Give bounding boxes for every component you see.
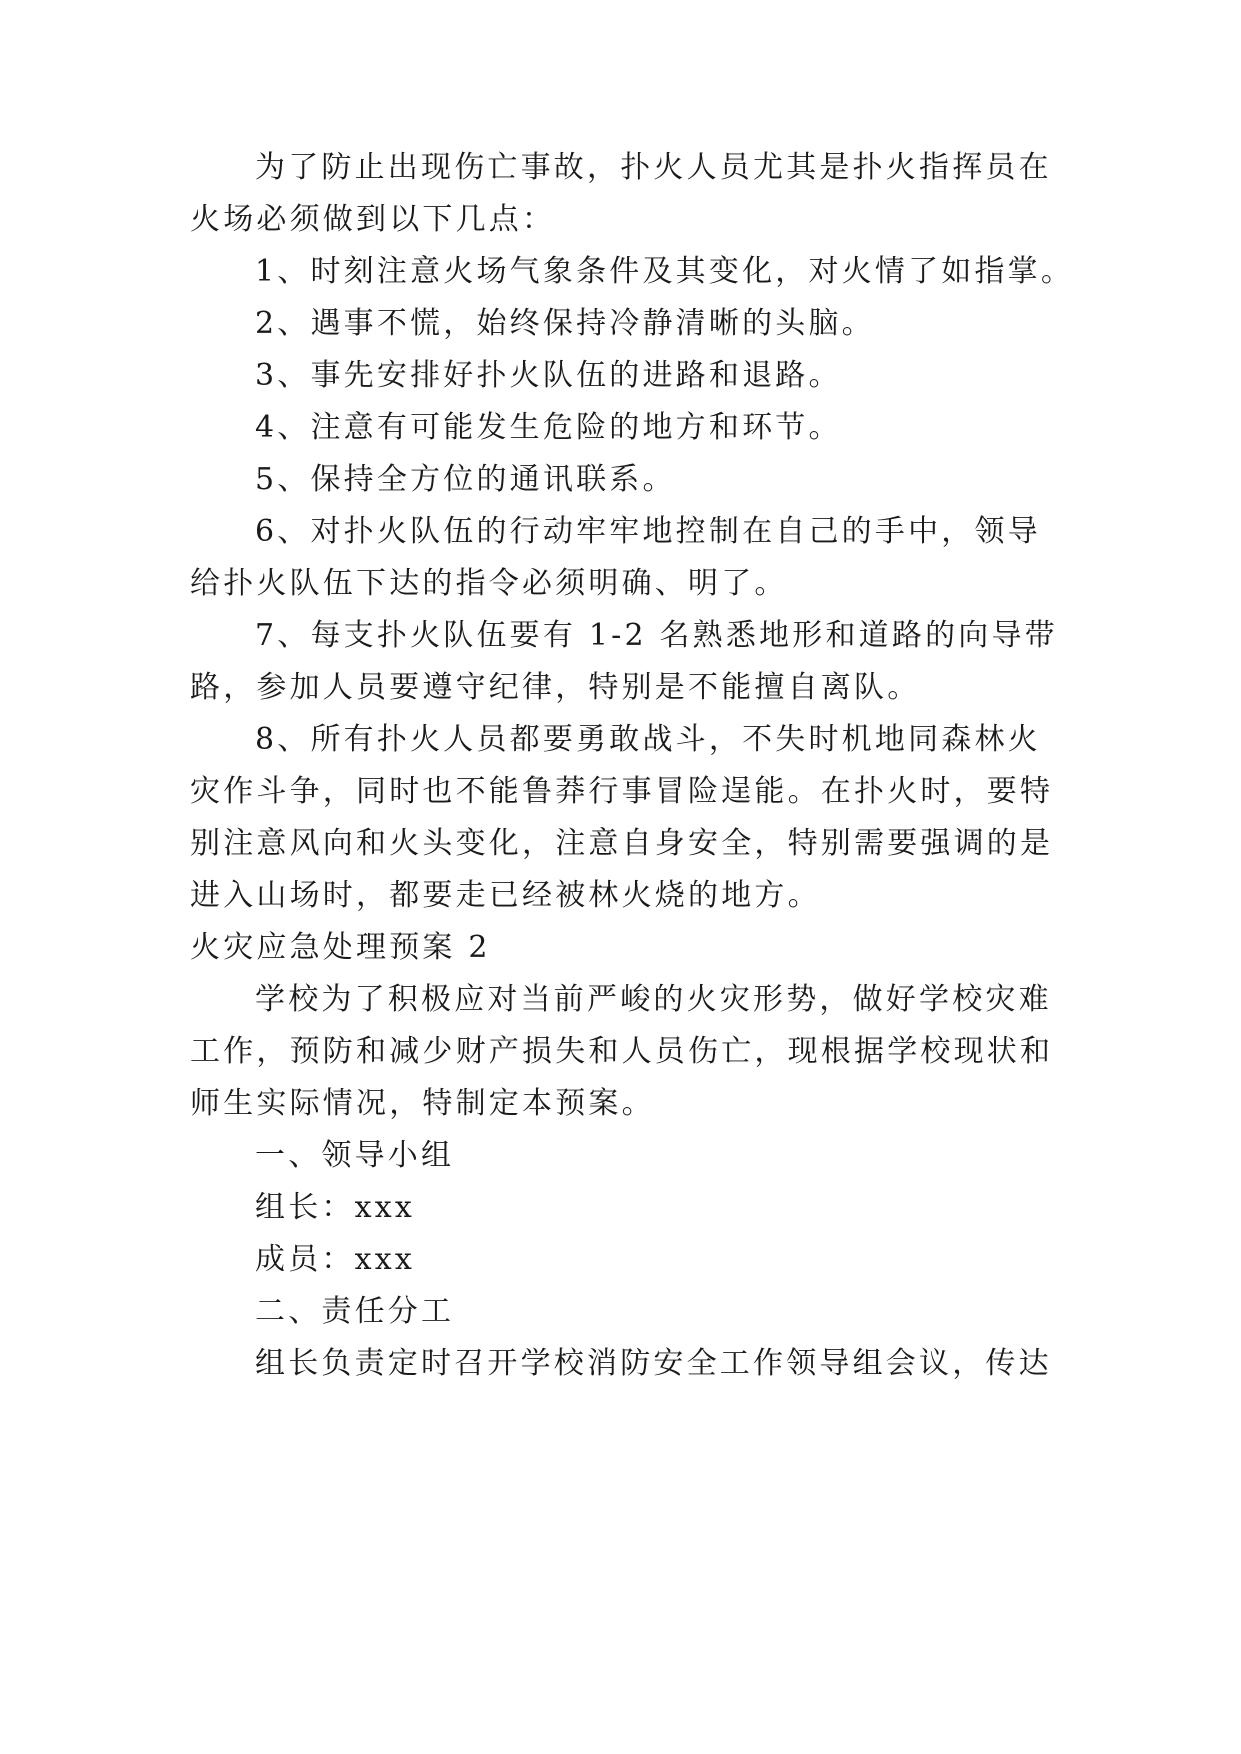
paragraph-line: 学校为了积极应对当前严峻的火灾形势，做好学校灾难 <box>255 982 1052 1017</box>
paragraph-line: 火场必须做到以下几点： <box>190 202 556 237</box>
paragraph-line: 成员：xxx <box>255 1242 415 1277</box>
subsection-heading: 二、责任分工 <box>255 1294 455 1329</box>
list-item: 4、注意有可能发生危险的地方和环节。 <box>255 410 842 445</box>
section-heading: 火灾应急处理预案 2 <box>190 930 491 965</box>
list-item: 1、时刻注意火场气象条件及其变化，对火情了如指掌。 <box>255 254 1075 289</box>
list-item: 2、遇事不慌，始终保持冷静清晰的头脑。 <box>255 306 875 341</box>
subsection-heading: 一、领导小组 <box>255 1138 455 1173</box>
paragraph-line: 师生实际情况，特制定本预案。 <box>190 1086 655 1121</box>
list-item: 6、对扑火队伍的行动牢牢地控制在自己的手中，领导 <box>255 514 1041 549</box>
paragraph-line: 工作，预防和减少财产损失和人员伤亡，现根据学校现状和 <box>190 1034 1054 1069</box>
paragraph-line: 别注意风向和火头变化，注意自身安全，特别需要强调的是 <box>190 826 1054 861</box>
list-item: 3、事先安排好扑火队伍的进路和退路。 <box>255 358 842 393</box>
paragraph-line: 给扑火队伍下达的指令必须明确、明了。 <box>190 566 788 601</box>
list-item: 7、每支扑火队伍要有 1-2 名熟悉地形和道路的向导带 <box>255 618 1058 653</box>
paragraph-line: 路，参加人员要遵守纪律，特别是不能擅自离队。 <box>190 670 921 705</box>
paragraph-line: 组长：xxx <box>255 1190 415 1225</box>
paragraph-line: 灾作斗争，同时也不能鲁莽行事冒险逞能。在扑火时，要特 <box>190 774 1054 809</box>
paragraph-line: 为了防止出现伤亡事故，扑火人员尤其是扑火指挥员在 <box>255 150 1052 185</box>
list-item: 8、所有扑火人员都要勇敢战斗，不失时机地同森林火 <box>255 722 1041 757</box>
paragraph-line: 进入山场时，都要走已经被林火烧的地方。 <box>190 878 821 913</box>
paragraph-line: 组长负责定时召开学校消防安全工作领导组会议，传达 <box>255 1346 1052 1381</box>
list-item: 5、保持全方位的通讯联系。 <box>255 462 676 497</box>
